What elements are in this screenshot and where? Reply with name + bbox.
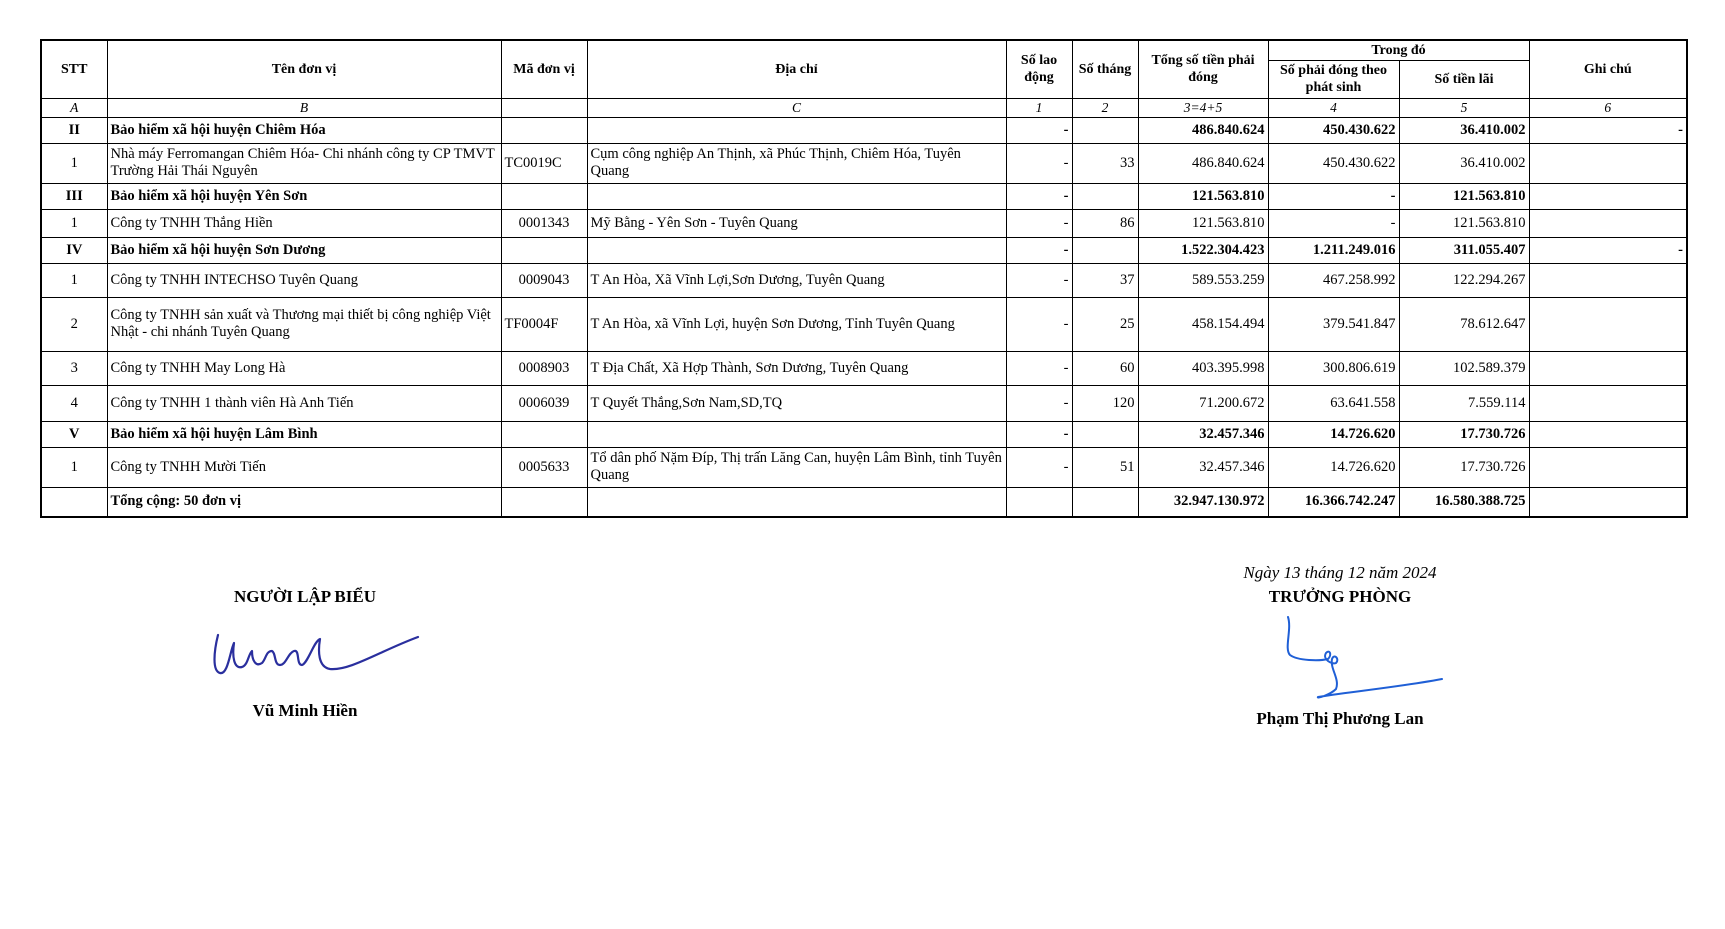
stt-cell bbox=[41, 487, 107, 517]
code-cell: 0001343 bbox=[501, 209, 587, 237]
note-cell bbox=[1529, 209, 1687, 237]
header-so-thang: Số tháng bbox=[1072, 40, 1138, 98]
header-stt: STT bbox=[41, 40, 107, 98]
stt-cell: II bbox=[41, 117, 107, 143]
address-cell: T Địa Chất, Xã Hợp Thành, Sơn Dương, Tuyên Quang bbox=[587, 351, 1006, 385]
total-cell: 32.457.346 bbox=[1138, 421, 1268, 447]
total-cell: 486.840.624 bbox=[1138, 117, 1268, 143]
interest-cell: 121.563.810 bbox=[1399, 183, 1529, 209]
incurred-cell: 14.726.620 bbox=[1268, 421, 1399, 447]
workers-cell: - bbox=[1006, 237, 1072, 263]
preparer-name: Vũ Minh Hiền bbox=[252, 701, 358, 720]
header-ghi-chu: Ghi chú bbox=[1529, 40, 1687, 98]
stt-cell: 3 bbox=[41, 351, 107, 385]
preparer-title: NGƯỜI LẬP BIỂU bbox=[233, 587, 376, 606]
incurred-cell: 300.806.619 bbox=[1268, 351, 1399, 385]
index-cell: 3=4+5 bbox=[1138, 98, 1268, 117]
workers-cell: - bbox=[1006, 143, 1072, 183]
name-cell: Công ty TNHH May Long Hà bbox=[107, 351, 501, 385]
months-cell: 86 bbox=[1072, 209, 1138, 237]
note-cell bbox=[1529, 421, 1687, 447]
incurred-cell: 467.258.992 bbox=[1268, 263, 1399, 297]
stt-cell: 1 bbox=[41, 447, 107, 487]
head-title: TRƯỞNG PHÒNG bbox=[1268, 587, 1412, 606]
note-cell bbox=[1529, 143, 1687, 183]
code-cell bbox=[501, 183, 587, 209]
workers-cell: - bbox=[1006, 209, 1072, 237]
code-cell: TC0019C bbox=[501, 143, 587, 183]
table-row bbox=[41, 351, 1687, 385]
report-date: Ngày 13 tháng 12 năm 2024 bbox=[1243, 563, 1437, 582]
stt-cell: 1 bbox=[41, 263, 107, 297]
total-cell: 32.457.346 bbox=[1138, 447, 1268, 487]
column-index-row bbox=[41, 98, 1687, 117]
note-cell bbox=[1529, 351, 1687, 385]
name-cell: Công ty TNHH INTECHSO Tuyên Quang bbox=[107, 263, 501, 297]
code-cell: 0009043 bbox=[501, 263, 587, 297]
index-cell: 6 bbox=[1529, 98, 1687, 117]
total-cell: 589.553.259 bbox=[1138, 263, 1268, 297]
incurred-cell: 450.430.622 bbox=[1268, 117, 1399, 143]
address-cell: T An Hòa, Xã Vĩnh Lợi,Sơn Dương, Tuyên Quang bbox=[587, 263, 1006, 297]
name-cell: Nhà máy Ferromangan Chiêm Hóa- Chi nhánh công ty CP TMVT Trường Hải Thái Nguyên bbox=[107, 143, 501, 183]
header-trong-do: Trong đó bbox=[1268, 40, 1529, 60]
address-cell bbox=[587, 237, 1006, 263]
note-cell: - bbox=[1529, 237, 1687, 263]
interest-cell: 36.410.002 bbox=[1399, 143, 1529, 183]
address-cell: T An Hòa, xã Vĩnh Lợi, huyện Sơn Dương, Tỉnh Tuyên Quang bbox=[587, 297, 1006, 351]
interest-cell: 16.580.388.725 bbox=[1399, 487, 1529, 517]
note-cell bbox=[1529, 263, 1687, 297]
address-cell bbox=[587, 117, 1006, 143]
address-cell: Tổ dân phố Nặm Đíp, Thị trấn Lăng Can, huyện Lâm Bình, tỉnh Tuyên Quang bbox=[587, 447, 1006, 487]
incurred-cell: - bbox=[1268, 209, 1399, 237]
address-cell: T Quyết Thắng,Sơn Nam,SD,TQ bbox=[587, 385, 1006, 421]
interest-cell: 311.055.407 bbox=[1399, 237, 1529, 263]
incurred-cell: 450.430.622 bbox=[1268, 143, 1399, 183]
months-cell bbox=[1072, 183, 1138, 209]
interest-cell: 17.730.726 bbox=[1399, 447, 1529, 487]
debt-report-table bbox=[40, 39, 1688, 518]
workers-cell: - bbox=[1006, 263, 1072, 297]
group-row bbox=[41, 117, 1687, 143]
index-cell: C bbox=[587, 98, 1006, 117]
months-cell: 60 bbox=[1072, 351, 1138, 385]
table-row bbox=[41, 297, 1687, 351]
months-cell: 37 bbox=[1072, 263, 1138, 297]
stt-cell: 2 bbox=[41, 297, 107, 351]
incurred-cell: 14.726.620 bbox=[1268, 447, 1399, 487]
workers-cell: - bbox=[1006, 447, 1072, 487]
note-cell: - bbox=[1529, 117, 1687, 143]
index-cell: 2 bbox=[1072, 98, 1138, 117]
total-cell: 121.563.810 bbox=[1138, 209, 1268, 237]
header-ten-don-vi: Tên đơn vị bbox=[107, 40, 501, 98]
index-cell: B bbox=[107, 98, 501, 117]
table-row bbox=[41, 447, 1687, 487]
stt-cell: 4 bbox=[41, 385, 107, 421]
name-cell: Bảo hiểm xã hội huyện Sơn Dương bbox=[107, 237, 501, 263]
total-cell: 458.154.494 bbox=[1138, 297, 1268, 351]
workers-cell: - bbox=[1006, 183, 1072, 209]
name-cell: Tổng cộng: 50 đơn vị bbox=[107, 487, 501, 517]
head-signature bbox=[1180, 609, 1500, 709]
stt-cell: 1 bbox=[41, 209, 107, 237]
group-row bbox=[41, 487, 1687, 517]
note-cell bbox=[1529, 447, 1687, 487]
interest-cell: 7.559.114 bbox=[1399, 385, 1529, 421]
incurred-cell: 16.366.742.247 bbox=[1268, 487, 1399, 517]
header-so-tien-lai: Số tiền lãi bbox=[1399, 60, 1529, 98]
note-cell bbox=[1529, 385, 1687, 421]
code-cell: 0005633 bbox=[501, 447, 587, 487]
interest-cell: 36.410.002 bbox=[1399, 117, 1529, 143]
table-row bbox=[41, 209, 1687, 237]
code-cell bbox=[501, 421, 587, 447]
table-row bbox=[41, 143, 1687, 183]
months-cell bbox=[1072, 487, 1138, 517]
months-cell bbox=[1072, 421, 1138, 447]
months-cell: 51 bbox=[1072, 447, 1138, 487]
workers-cell: - bbox=[1006, 421, 1072, 447]
group-row bbox=[41, 421, 1687, 447]
stt-cell: III bbox=[41, 183, 107, 209]
header-so-phai-dong: Số phải đóng theo phát sinh bbox=[1268, 60, 1399, 98]
months-cell bbox=[1072, 117, 1138, 143]
right-signature-block bbox=[1180, 563, 1500, 729]
address-cell bbox=[587, 183, 1006, 209]
header-dia-chi: Địa chỉ bbox=[587, 40, 1006, 98]
index-cell: A bbox=[41, 98, 107, 117]
table-row bbox=[41, 263, 1687, 297]
code-cell: 0006039 bbox=[501, 385, 587, 421]
address-cell bbox=[587, 421, 1006, 447]
index-cell: 5 bbox=[1399, 98, 1529, 117]
total-cell: 71.200.672 bbox=[1138, 385, 1268, 421]
total-cell: 1.522.304.423 bbox=[1138, 237, 1268, 263]
name-cell: Công ty TNHH Thắng Hiền bbox=[107, 209, 501, 237]
incurred-cell: 379.541.847 bbox=[1268, 297, 1399, 351]
interest-cell: 78.612.647 bbox=[1399, 297, 1529, 351]
stt-cell: 1 bbox=[41, 143, 107, 183]
code-cell bbox=[501, 237, 587, 263]
name-cell: Bảo hiểm xã hội huyện Chiêm Hóa bbox=[107, 117, 501, 143]
header-ma-don-vi: Mã đơn vị bbox=[501, 40, 587, 98]
name-cell: Công ty TNHH 1 thành viên Hà Anh Tiến bbox=[107, 385, 501, 421]
workers-cell: - bbox=[1006, 117, 1072, 143]
header-tong-so-tien: Tổng số tiền phải đóng bbox=[1138, 40, 1268, 98]
total-cell: 121.563.810 bbox=[1138, 183, 1268, 209]
incurred-cell: 1.211.249.016 bbox=[1268, 237, 1399, 263]
workers-cell bbox=[1006, 487, 1072, 517]
left-signature-block bbox=[190, 587, 420, 721]
note-cell bbox=[1529, 183, 1687, 209]
index-cell: 1 bbox=[1006, 98, 1072, 117]
months-cell bbox=[1072, 237, 1138, 263]
workers-cell: - bbox=[1006, 351, 1072, 385]
preparer-signature bbox=[190, 611, 420, 691]
index-cell: 4 bbox=[1268, 98, 1399, 117]
address-cell: Cụm công nghiệp An Thịnh, xã Phúc Thịnh, Chiêm Hóa, Tuyên Quang bbox=[587, 143, 1006, 183]
interest-cell: 122.294.267 bbox=[1399, 263, 1529, 297]
stt-cell: V bbox=[41, 421, 107, 447]
table-body bbox=[41, 117, 1687, 517]
address-cell bbox=[587, 487, 1006, 517]
group-row bbox=[41, 183, 1687, 209]
code-cell bbox=[501, 117, 587, 143]
head-name: Phạm Thị Phương Lan bbox=[1256, 709, 1424, 728]
name-cell: Công ty TNHH Mười Tiến bbox=[107, 447, 501, 487]
workers-cell: - bbox=[1006, 297, 1072, 351]
address-cell: Mỹ Bằng - Yên Sơn - Tuyên Quang bbox=[587, 209, 1006, 237]
group-row bbox=[41, 237, 1687, 263]
stt-cell: IV bbox=[41, 237, 107, 263]
table-row bbox=[41, 385, 1687, 421]
note-cell bbox=[1529, 297, 1687, 351]
interest-cell: 121.563.810 bbox=[1399, 209, 1529, 237]
total-cell: 403.395.998 bbox=[1138, 351, 1268, 385]
total-cell: 486.840.624 bbox=[1138, 143, 1268, 183]
interest-cell: 17.730.726 bbox=[1399, 421, 1529, 447]
header-so-lao-dong: Số lao động bbox=[1006, 40, 1072, 98]
name-cell: Bảo hiểm xã hội huyện Yên Sơn bbox=[107, 183, 501, 209]
code-cell: 0008903 bbox=[501, 351, 587, 385]
workers-cell: - bbox=[1006, 385, 1072, 421]
name-cell: Bảo hiểm xã hội huyện Lâm Bình bbox=[107, 421, 501, 447]
interest-cell: 102.589.379 bbox=[1399, 351, 1529, 385]
months-cell: 120 bbox=[1072, 385, 1138, 421]
code-cell: TF0004F bbox=[501, 297, 587, 351]
incurred-cell: 63.641.558 bbox=[1268, 385, 1399, 421]
total-cell: 32.947.130.972 bbox=[1138, 487, 1268, 517]
note-cell bbox=[1529, 487, 1687, 517]
index-cell bbox=[501, 98, 587, 117]
incurred-cell: - bbox=[1268, 183, 1399, 209]
name-cell: Công ty TNHH sản xuất và Thương mại thiết bị công nghiệp Việt Nhật - chi nhánh Tuyên Quang bbox=[107, 297, 501, 351]
months-cell: 33 bbox=[1072, 143, 1138, 183]
code-cell bbox=[501, 487, 587, 517]
months-cell: 25 bbox=[1072, 297, 1138, 351]
